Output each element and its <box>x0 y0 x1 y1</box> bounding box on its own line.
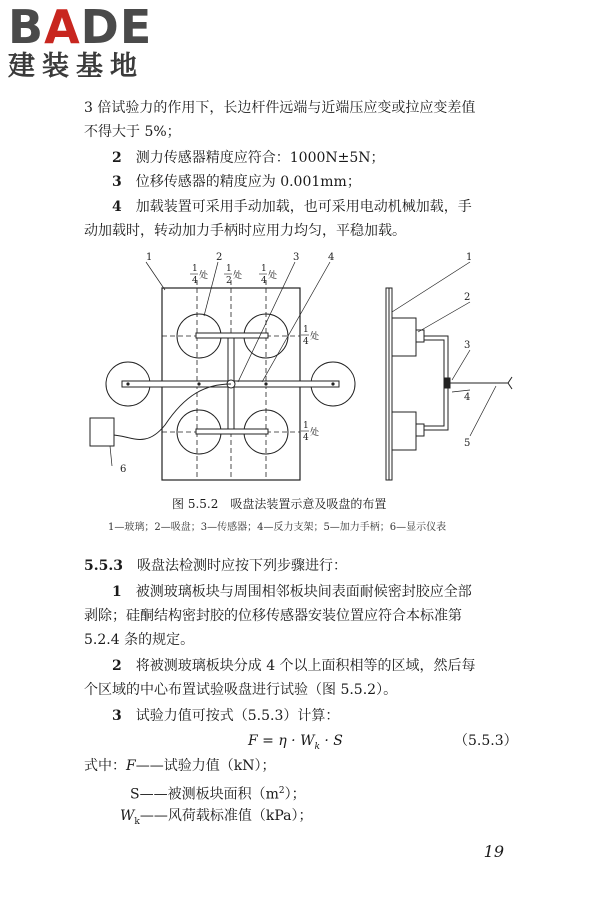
svg-text:4: 4 <box>192 276 198 286</box>
side-sensor <box>444 378 450 388</box>
svg-text:1: 1 <box>303 421 309 431</box>
fig-side-label-3: 3 <box>464 340 471 351</box>
fig-label-1: 1 <box>146 252 153 263</box>
step-1: 1 被测玻璃板块与周围相邻板块间表面耐候密封胶应全部 <box>112 584 472 600</box>
item-3: 3 位移传感器的精度应为 0.001mm； <box>112 174 361 190</box>
svg-text:2: 2 <box>226 276 232 286</box>
fig-label-4: 4 <box>328 252 335 263</box>
definition-s: S——被测板块面积$(m^2)$； <box>130 786 306 803</box>
svg-text:4: 4 <box>261 276 267 286</box>
svg-text:处: 处 <box>199 271 209 281</box>
step-3: 3 试验力值可按式（5.5.3）计算： <box>112 708 340 724</box>
figure-caption: 图 5.5.2 吸盘法装置示意及吸盘的布置 <box>172 497 387 511</box>
fig-side-label-1: 1 <box>466 252 473 263</box>
item-2: 2 测力传感器精度应符合：1000N±5N； <box>112 150 385 166</box>
figure-legend: 1—玻璃；2—吸盘；3—传感器；4—反力支架；5—加力手柄；6—显示仪表 <box>108 522 447 533</box>
logo-cn: 建装基地 <box>8 51 144 82</box>
step-2: 2 将被测玻璃板块分成 4 个以上面积相等的区域，然后每 <box>112 658 476 674</box>
svg-text:1: 1 <box>226 264 232 274</box>
formula: $F = \eta \cdot W_k \cdot S$ <box>248 733 343 752</box>
svg-text:1: 1 <box>192 264 198 274</box>
suction-cup-figure <box>0 240 600 490</box>
fig-label-3: 3 <box>293 252 300 263</box>
definition-wk: $W_k——$风荷载标准值（kPa）； <box>120 808 313 827</box>
step-1-cont-b: 5.2.4 条的规定。 <box>84 632 195 648</box>
side-cup <box>392 412 416 450</box>
svg-text:处: 处 <box>310 428 320 438</box>
svg-text:处: 处 <box>233 271 243 281</box>
step-2-cont: 个区域的中心布置试验吸盘进行试验（图 5.5.2）。 <box>84 682 398 698</box>
svg-text:4: 4 <box>303 433 309 443</box>
logo-wordmark: BADE <box>8 0 153 54</box>
fig-label-6: 6 <box>120 464 127 475</box>
svg-text:4: 4 <box>303 337 309 347</box>
page-number: 19 <box>483 842 504 861</box>
section-heading: 5.5.3 吸盘法检测时应按下列步骤进行： <box>84 558 347 574</box>
item-4-cont: 动加载时，转动加力手柄时应用力均匀，平稳加载。 <box>84 223 406 239</box>
text-line-1: 3 倍试验力的作用下，长边杆件远端与近端压应变或拉应变差值 <box>84 100 476 116</box>
formula-number: （5.5.3） <box>454 733 518 749</box>
svg-text:1: 1 <box>261 264 267 274</box>
display-meter <box>90 418 114 446</box>
svg-text:1: 1 <box>303 325 309 335</box>
fig-label-2: 2 <box>216 252 223 263</box>
bade-logo <box>8 0 153 82</box>
side-cup <box>392 318 416 356</box>
svg-text:处: 处 <box>268 271 278 281</box>
fig-side-label-2: 2 <box>464 292 471 303</box>
definition-f: 式中：F——试验力值（kN）； <box>84 758 276 774</box>
item-4: 4 加载装置可采用手动加载，也可采用电动机械加载，手 <box>112 199 472 215</box>
step-1-cont-a: 剥除；硅酮结构密封胶的位移传感器安装位置应符合本标准第 <box>84 608 462 624</box>
text-line-2: 不得大于 5%； <box>84 124 181 140</box>
fig-side-label-4: 4 <box>464 392 471 403</box>
fig-side-label-5: 5 <box>464 438 471 449</box>
svg-text:处: 处 <box>310 332 320 342</box>
